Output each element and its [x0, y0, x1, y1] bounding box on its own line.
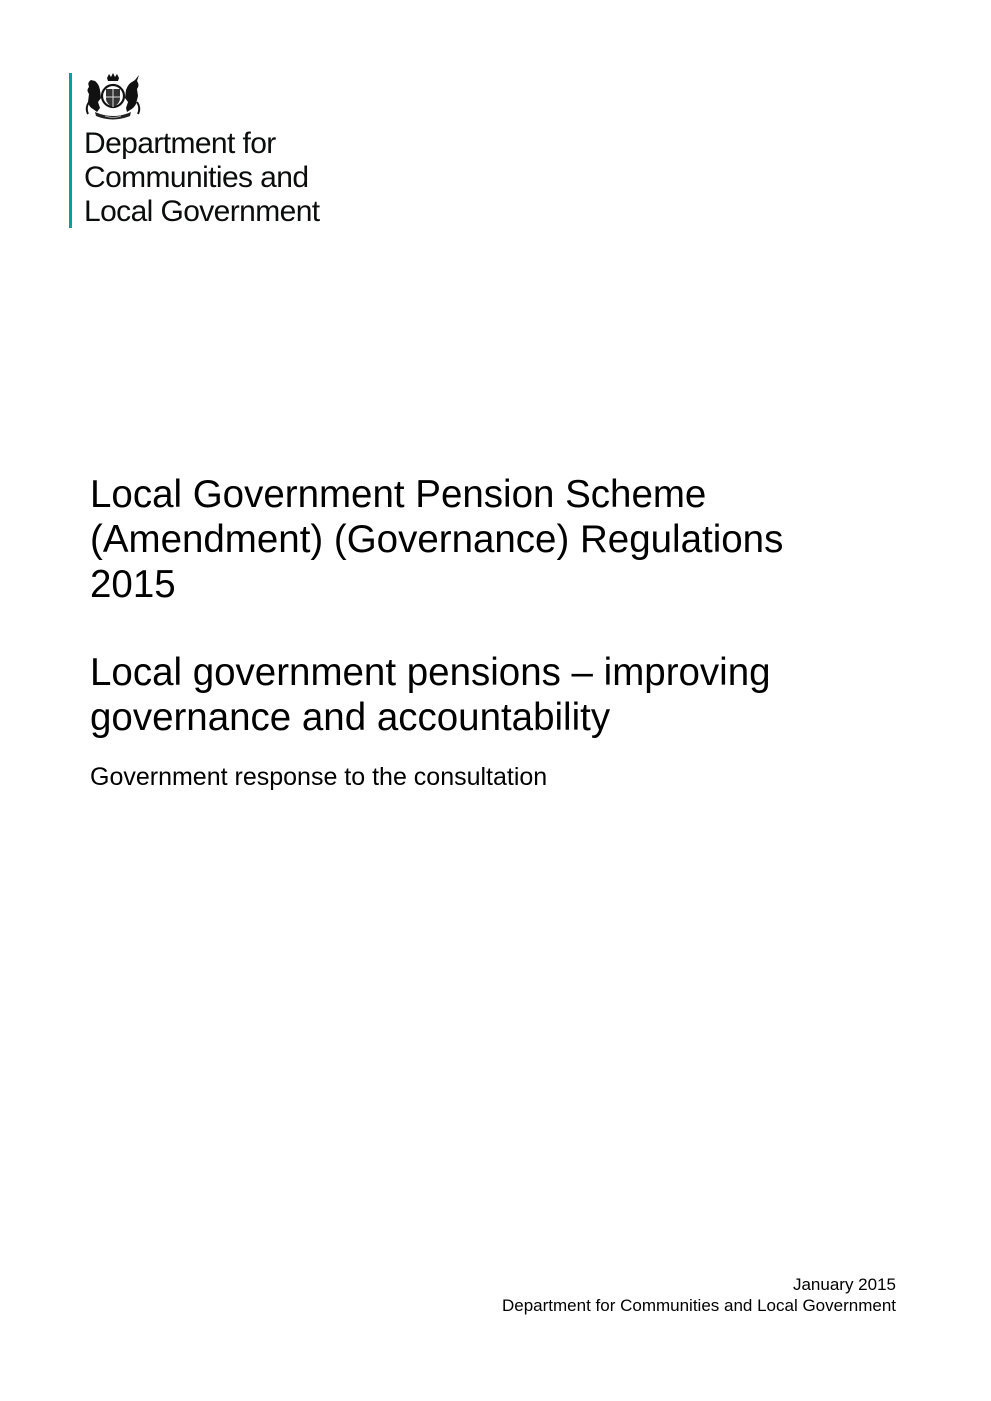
publication-date: January 2015 — [792, 1275, 896, 1294]
title-line: Local Government Pension Scheme — [90, 473, 707, 516]
logo-line: Local Government — [84, 195, 320, 228]
department-name — [84, 127, 320, 229]
document-title — [90, 472, 890, 607]
logo-line: Department for — [84, 127, 276, 160]
title-line: (Amendment) (Governance) Regulations — [90, 518, 784, 561]
document-footer — [502, 1274, 896, 1316]
royal-coat-of-arms-icon — [83, 72, 143, 122]
publisher-name: Department for Communities and Local Government — [501, 1296, 896, 1315]
logo-accent-bar — [69, 73, 72, 228]
document-subtitle — [90, 650, 890, 740]
subtitle-line: Local government pensions – improving — [90, 651, 771, 694]
subtitle-line: governance and accountability — [90, 696, 611, 739]
title-line: 2015 — [90, 563, 176, 606]
document-tagline: Government response to the consultation — [90, 763, 548, 791]
logo-line: Communities and — [84, 161, 309, 194]
